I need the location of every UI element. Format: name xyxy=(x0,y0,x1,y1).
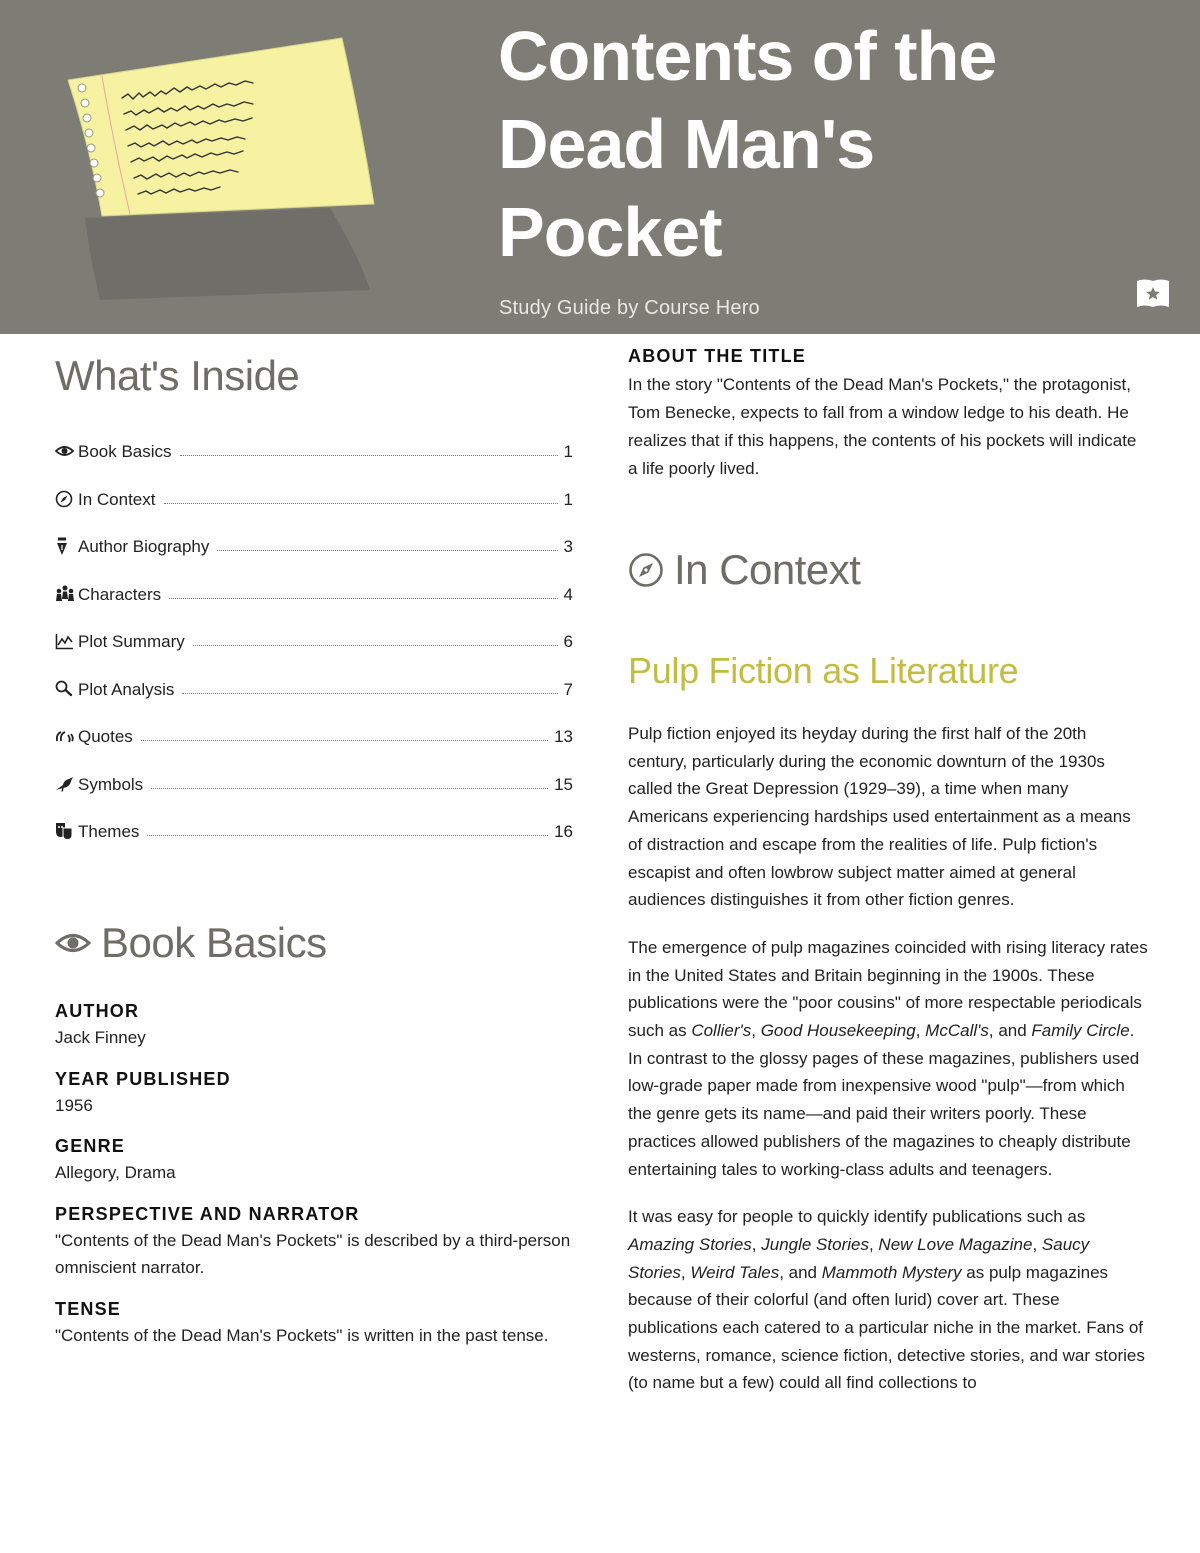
section-title: In Context xyxy=(674,546,861,593)
section-title: Book Basics xyxy=(101,919,327,966)
toc-label: Characters xyxy=(78,584,162,604)
fact-value: "Contents of the Dead Man's Pockets" is written in the past tense. xyxy=(55,1325,549,1345)
toc-label: Author Biography xyxy=(78,537,210,556)
magazine-title: McCall's xyxy=(925,1021,989,1041)
toc-label: Plot Analysis xyxy=(78,679,175,699)
text-run: . In contrast to the glossy pages of these magazines, publishers used low-grade paper made from inexpensive wood "pulp"—from which the genre gets its name—and paid their writers poorly. These practices allowed publishers of the magazines to cheaply distribute entertaining tales to working-class adults and teenagers. xyxy=(628,1021,1140,1179)
toc-item-quotes[interactable] xyxy=(55,727,573,775)
toc-leader-dots xyxy=(141,727,548,741)
toc-leader-dots xyxy=(193,632,558,646)
toc-item-characters[interactable] xyxy=(55,585,573,633)
bird-icon xyxy=(55,774,77,794)
text-run: , xyxy=(751,1234,762,1254)
document-title xyxy=(498,12,1138,276)
fact-label: AUTHOR xyxy=(55,1001,140,1021)
title-line: Dead Man's xyxy=(498,105,875,183)
text-run: , xyxy=(680,1262,691,1282)
about-title-label: ABOUT THE TITLE xyxy=(628,346,806,366)
line-chart-icon xyxy=(55,631,77,651)
toc-page-number: 13 xyxy=(554,727,573,746)
quote-icon xyxy=(55,726,77,746)
fact-tense xyxy=(55,1296,575,1350)
pen-nib-icon xyxy=(55,536,77,556)
fact-label: GENRE xyxy=(55,1136,126,1156)
paragraph: Pulp fiction enjoyed its heyday during the first half of the 20th century, particularly during the economic downturn of the 1930s called the Great Depression (1929–39), a time when many Americans experiencing hardships used entertainment as a means of distraction and escape from the realities of life. Pulp fiction's escapist and often lowbrow subject matter aimed at general audiences distinguishes it from other fiction genres. xyxy=(628,724,1131,910)
toc-item-author-biography[interactable] xyxy=(55,537,573,585)
magazine-title: Jungle Stories xyxy=(761,1234,869,1254)
toc-label: Book Basics xyxy=(78,442,172,461)
in-context-heading xyxy=(628,546,860,594)
toc-label: In Context xyxy=(78,489,156,509)
eye-icon xyxy=(55,441,77,461)
compass-icon xyxy=(55,489,77,509)
people-icon xyxy=(55,584,77,604)
paragraph xyxy=(628,934,1148,1183)
toc-page-number: 6 xyxy=(563,632,573,651)
text-run: as pulp magazines because of their colorful (and often lurid) cover art. These publications each catered to a particular niche in the market. Fans of westerns, romance, science fiction, detective stories, and war stories (to name but a few) could all find collections to xyxy=(628,1262,1145,1393)
text-run: , and xyxy=(988,1021,1032,1041)
fact-value: 1956 xyxy=(55,1095,93,1115)
table-of-contents xyxy=(55,442,573,870)
toc-item-book-basics[interactable] xyxy=(55,442,573,490)
toc-page-number: 1 xyxy=(563,489,573,509)
article-body xyxy=(628,720,1148,1417)
fact-author xyxy=(55,998,575,1052)
text-run: It was easy for people to quickly identify publications such as xyxy=(628,1207,1086,1227)
text-run: , xyxy=(1032,1234,1042,1254)
fact-value: "Contents of the Dead Man's Pockets" is described by a third-person omniscient narrator. xyxy=(55,1230,571,1277)
magazine-title: Saucy Stories xyxy=(628,1234,1090,1282)
toc-leader-dots xyxy=(151,775,548,789)
toc-heading: What's Inside xyxy=(55,352,300,399)
toc-leader-dots xyxy=(147,822,548,836)
course-hero-bookmark-icon xyxy=(1136,278,1170,310)
fact-perspective xyxy=(55,1201,575,1282)
toc-page-number: 7 xyxy=(563,679,573,699)
toc-leader-dots xyxy=(180,442,558,456)
header-banner xyxy=(0,0,1200,334)
subsection-heading: Pulp Fiction as Literature xyxy=(628,650,1019,691)
magazine-title: Family Circle xyxy=(1031,1021,1130,1041)
magazine-title: New Love Magazine xyxy=(878,1234,1033,1254)
toc-page-number: 15 xyxy=(554,774,573,794)
text-run: , xyxy=(868,1234,879,1254)
fact-label: YEAR PUBLISHED xyxy=(55,1068,231,1089)
toc-page-number: 1 xyxy=(563,442,573,461)
book-basics-heading xyxy=(55,919,327,967)
toc-page-number: 3 xyxy=(563,537,573,556)
toc-item-themes[interactable] xyxy=(55,822,573,870)
toc-leader-dots xyxy=(164,490,558,504)
toc-leader-dots xyxy=(217,537,557,551)
toc-leader-dots xyxy=(169,585,557,599)
toc-label: Symbols xyxy=(78,774,144,794)
text-run: , xyxy=(915,1021,926,1041)
toc-item-plot-summary[interactable] xyxy=(55,632,573,680)
text-run: , xyxy=(751,1021,761,1041)
toc-label: Plot Summary xyxy=(78,632,185,651)
handwritten-note-illustration xyxy=(60,28,390,308)
fact-year-published xyxy=(55,1066,575,1120)
magnifier-icon xyxy=(55,679,77,699)
title-line: Contents of the xyxy=(498,17,997,95)
magazine-title: Mammoth Mystery xyxy=(821,1262,962,1282)
toc-label: Themes xyxy=(78,822,140,841)
toc-page-number: 4 xyxy=(563,584,573,604)
toc-page-number: 16 xyxy=(554,822,573,841)
magazine-title: Weird Tales xyxy=(690,1262,780,1282)
fact-value: Jack Finney xyxy=(55,1028,146,1047)
fact-value: Allegory, Drama xyxy=(55,1163,176,1182)
theme-masks-icon xyxy=(55,821,77,841)
fact-label: TENSE xyxy=(55,1298,122,1319)
fact-label: PERSPECTIVE AND NARRATOR xyxy=(55,1203,360,1224)
text-run: , and xyxy=(779,1262,822,1282)
magazine-title: Good Housekeeping xyxy=(760,1021,916,1041)
text-run: The emergence of pulp magazines coincided with rising literacy rates in the United States and Britain beginning in the 1900s. These publications were the "poor cousins" of more respectable periodicals such as xyxy=(628,937,1148,1041)
toc-leader-dots xyxy=(182,680,557,694)
about-title-text: In the story "Contents of the Dead Man's Pockets," the protagonist, Tom Benecke, expects to fall from a window ledge to his death. He realizes that if this happens, the contents of his pockets will indicate a life poorly lived. xyxy=(628,375,1137,478)
book-facts xyxy=(55,998,575,1363)
toc-label: Quotes xyxy=(78,727,133,746)
toc-item-symbols[interactable] xyxy=(55,775,573,823)
paragraph xyxy=(628,1203,1148,1397)
eye-icon xyxy=(55,932,91,954)
compass-icon xyxy=(628,552,664,588)
title-line: Pocket xyxy=(498,193,722,271)
fact-genre xyxy=(55,1133,575,1187)
toc-item-in-context[interactable] xyxy=(55,490,573,538)
subtitle: Study Guide by Course Hero xyxy=(499,297,760,319)
magazine-title: Collier's xyxy=(691,1021,752,1041)
magazine-title: Amazing Stories xyxy=(628,1234,752,1254)
toc-item-plot-analysis[interactable] xyxy=(55,680,573,728)
